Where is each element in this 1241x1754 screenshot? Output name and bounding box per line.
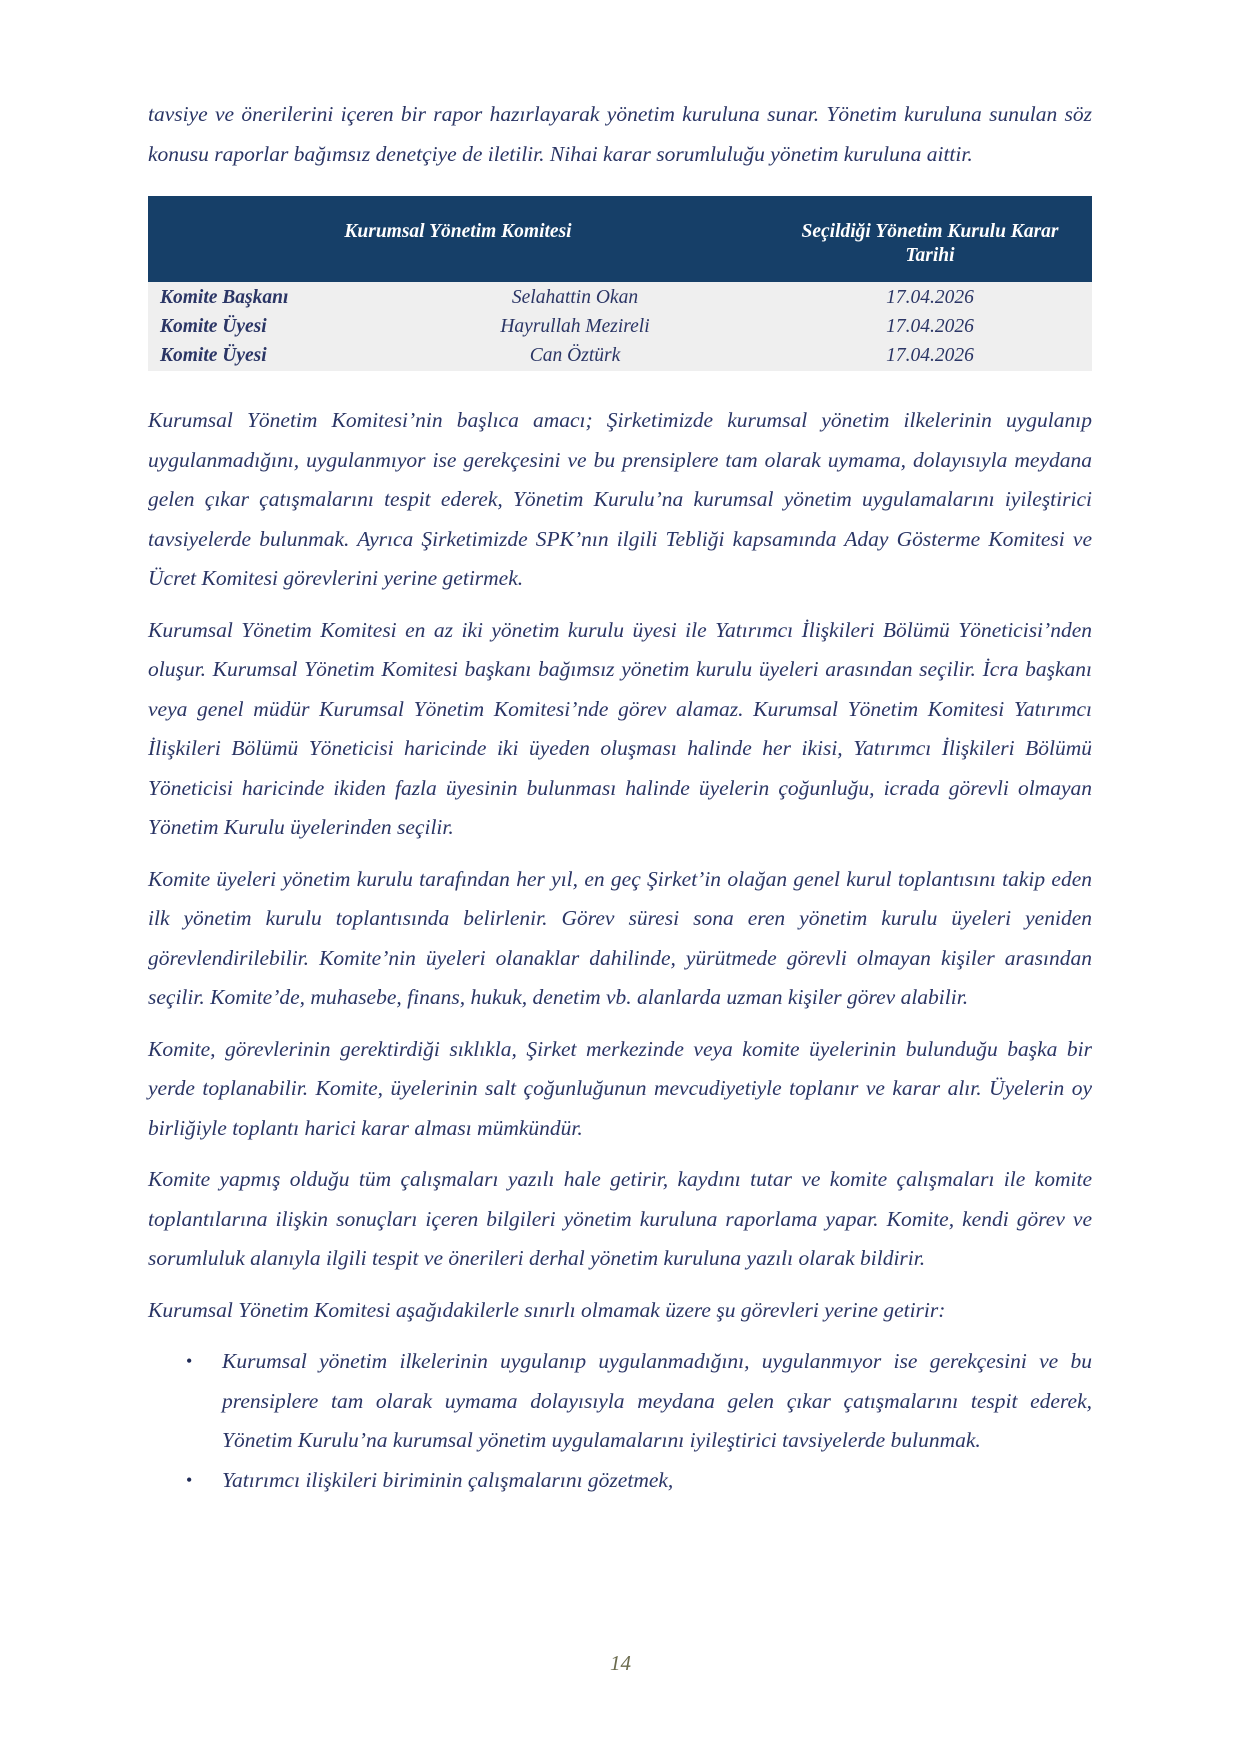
bullet-icon: • xyxy=(186,1469,193,1490)
table-row xyxy=(148,282,1092,312)
committee-table-header-row xyxy=(148,196,1092,282)
duty-text: Yatırımcı ilişkileri biriminin çalışmalarını gözetmek, xyxy=(222,1467,674,1492)
member-role: Komite Üyesi xyxy=(148,341,382,371)
intro-paragraph: tavsiye ve önerilerini içeren bir rapor hazırlayarak yönetim kuruluna sunar. Yönetim kuruluna sunulan söz konusu raporlar bağımsız denetçiye de iletilir. Nihai karar sorumluluğu yönetim kuruluna aittir. xyxy=(148,102,1092,166)
member-date: 17.04.2026 xyxy=(768,341,1092,371)
member-role: Komite Üyesi xyxy=(148,312,382,341)
member-role: Komite Başkanı xyxy=(148,282,382,312)
table-row xyxy=(148,312,1092,341)
reporting-paragraph: Komite yapmış olduğu tüm çalışmaları yazılı hale getirir, kaydını tutar ve komite çalışmaları ile komite toplantılarına ilişkin sonuçları içeren bilgileri yönetim kuruluna raporlama yapar. Komite, kendi görev ve sorumluluk alanıyla ilgili tespit ve önerileri derhal yönetim kuruluna yazılı olarak bildirir. xyxy=(148,1167,1092,1270)
table-row xyxy=(148,341,1092,371)
member-date: 17.04.2026 xyxy=(768,282,1092,312)
purpose-paragraph: Kurumsal Yönetim Komitesi’nin başlıca amacı; Şirketimizde kurumsal yönetim ilkelerinin uygulanıp uygulanmadığını, uygulanmıyor ise gerekçesini ve bu prensiplere tam olarak uymama, dolayısıyla meydana gelen çıkar çatışmalarını tespit ederek, Yönetim Kurulu’na kurumsal yönetim uygulamalarını iyileştirici tavsiyelerde bulunmak. Ayrıca Şirketimizde SPK’nın ilgili Tebliği kapsamında Aday Gösterme Komitesi ve Ücret Komitesi görevlerini yerine getirmek. xyxy=(148,408,1092,590)
meeting-paragraph: Komite, görevlerinin gerektirdiği sıklıkla, Şirket merkezinde veya komite üyelerinin bulunduğu başka bir yerde toplanabilir. Komite, üyelerinin salt çoğunluğunun mevcudiyetiyle toplanır ve karar alır. Üyelerin oy birliğiyle toplantı harici karar alması mümkündür. xyxy=(148,1036,1092,1140)
header-committee: Kurumsal Yönetim Komitesi xyxy=(148,196,768,282)
duty-text: Kurumsal yönetim ilkelerinin uygulanıp uygulanmadığını, uygulanmıyor ise gerekçesini ve bu prensiplere tam olarak uymama dolayısıyla meydana gelen çıkar çatışmalarını tespit ederek, Yönetim Kurulu’na kurumsal yönetim uygulamalarını iyileştirici tavsiyelerde bulunmak. xyxy=(222,1349,1092,1452)
member-name: Selahattin Okan xyxy=(382,282,768,312)
document-body xyxy=(148,95,1092,1500)
header-date: Seçildiği Yönetim Kurulu Karar Tarihi xyxy=(768,196,1092,282)
member-name: Can Öztürk xyxy=(382,341,768,371)
member-date: 17.04.2026 xyxy=(768,312,1092,341)
list-item xyxy=(148,1342,1092,1461)
page-number: 14 xyxy=(610,1651,631,1675)
appointment-paragraph: Komite üyeleri yönetim kurulu tarafından her yıl, en geç Şirket’in olağan genel kurul toplantısını takip eden ilk yönetim kurulu toplantısında belirlenir. Görev süresi sona eren yönetim kurulu üyeleri yeniden görevlendirilebilir. Komite’nin üyeleri olanaklar dahilinde, yürütmede görevli olmayan kişiler arasından seçilir. Komite’de, muhasebe, finans, hukuk, denetim vb. alanlarda uzman kişiler görev alabilir. xyxy=(148,866,1092,1009)
list-item xyxy=(148,1461,1092,1501)
duties-list xyxy=(148,1342,1092,1500)
committee-table xyxy=(148,196,1092,371)
composition-paragraph: Kurumsal Yönetim Komitesi en az iki yönetim kurulu üyesi ile Yatırımcı İlişkileri Bölümü Yöneticisi’nden oluşur. Kurumsal Yönetim Komitesi başkanı bağımsız yönetim kurulu üyeleri arasından seçilir. İcra başkanı veya genel müdür Kurumsal Yönetim Komitesi’nde görev alamaz. Kurumsal Yönetim Komitesi Yatırımcı İlişkileri Bölümü Yöneticisi haricinde iki üyeden oluşması halinde her ikisi, Yatırımcı İlişkileri Bölümü Yöneticisi haricinde ikiden fazla üyesinin bulunması halinde üyelerin çoğunluğu, icrada görevli olmayan Yönetim Kurulu üyelerinden seçilir. xyxy=(148,617,1092,839)
member-name: Hayrullah Mezireli xyxy=(382,312,768,341)
bullet-icon: • xyxy=(186,1351,193,1371)
duties-intro-paragraph: Kurumsal Yönetim Komitesi aşağıdakilerle sınırlı olmamak üzere şu görevleri yerine getirir: xyxy=(148,1297,946,1322)
